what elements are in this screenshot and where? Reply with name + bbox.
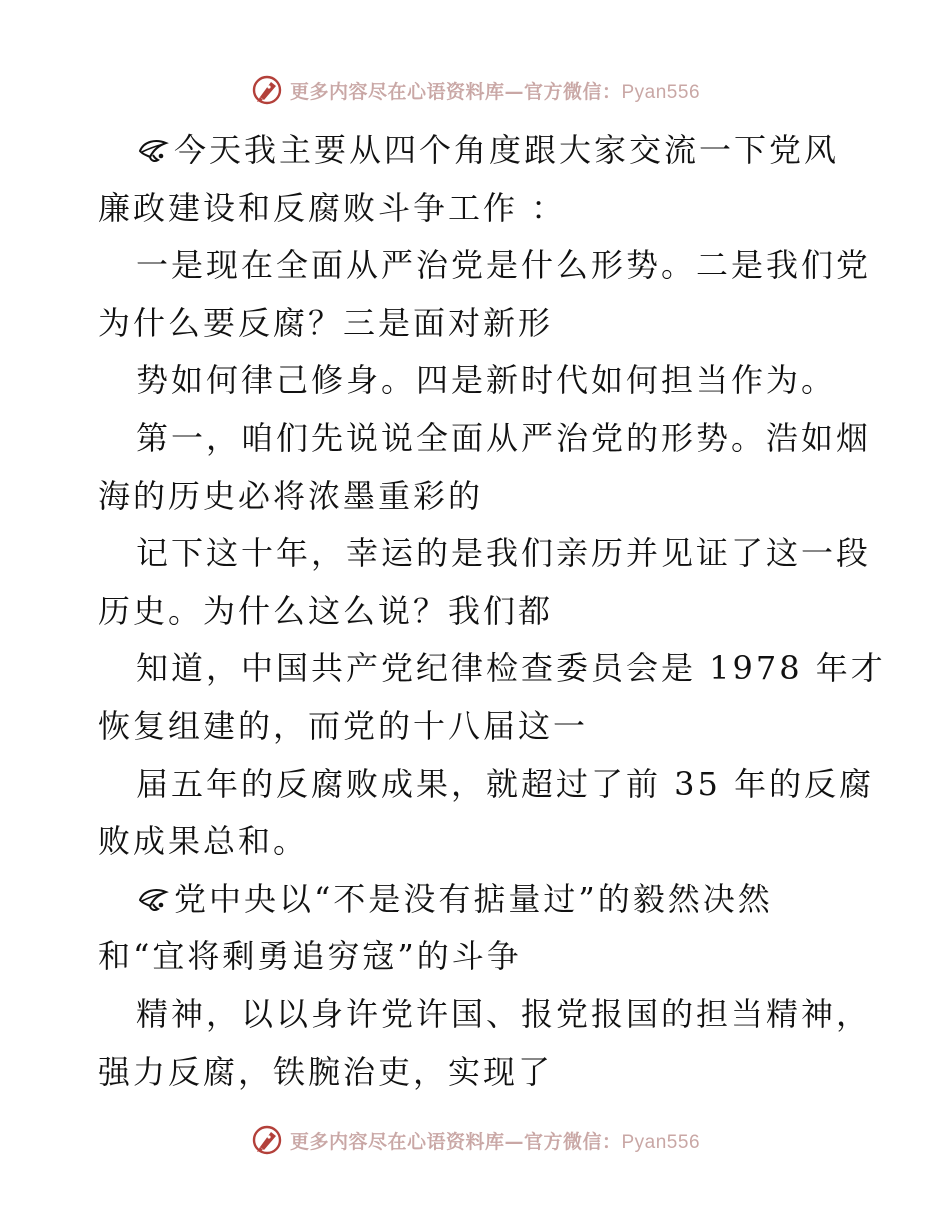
watermark-text <box>290 77 700 104</box>
text-line <box>98 295 858 353</box>
text-line-content: 恢复组建的，而党的十八届这一 <box>98 706 589 745</box>
leaf-bullet-icon <box>136 875 172 905</box>
footer-watermark <box>0 1120 950 1160</box>
watermark-account: Pyan556 <box>621 1131 701 1153</box>
text-line <box>98 352 858 410</box>
text-line-content: 强力反腐，铁腕治吏，实现了 <box>98 1052 554 1091</box>
document-body <box>98 122 886 1101</box>
text-line-content: 海的历史必将浓墨重彩的 <box>98 476 484 515</box>
text-line <box>98 525 872 583</box>
text-line <box>98 698 858 756</box>
text-line <box>98 871 858 929</box>
leaf-bullet-icon <box>136 126 172 156</box>
text-line <box>98 640 886 698</box>
pen-nib-logo-icon <box>250 73 284 107</box>
watermark-chinese: 更多内容尽在心语资料库 <box>289 80 505 103</box>
text-line-content: 党中央以“不是没有掂量过”的毅然决然 <box>174 879 773 918</box>
text-line <box>98 122 858 180</box>
text-line <box>98 410 872 468</box>
text-line <box>98 756 875 814</box>
watermark-official: 官方微信： <box>523 80 622 103</box>
text-line-content: 廉政建设和反腐败斗争工作 ： <box>98 188 567 227</box>
text-line-content: 败成果总和。 <box>98 822 309 861</box>
text-line-content: 精神，以以身许党许国、报党报国的担当精神， <box>136 994 872 1033</box>
text-line-content: 一是现在全面从严治党是什么形势。二是我们党 <box>136 246 872 285</box>
watermark-text <box>290 1127 700 1154</box>
pen-nib-logo-icon <box>250 1123 284 1157</box>
text-line <box>98 237 872 295</box>
text-line <box>98 813 858 871</box>
watermark-dash: — <box>504 1130 524 1153</box>
text-line <box>98 468 858 526</box>
watermark-dash: — <box>504 80 524 103</box>
text-line-content: 历史。为什么这么说？我们都 <box>98 591 554 630</box>
text-line-content: 届五年的反腐败成果，就超过了前 35 年的反腐 <box>136 764 875 803</box>
header-watermark <box>0 70 950 110</box>
text-line-content: 记下这十年，幸运的是我们亲历并见证了这一段 <box>136 534 872 573</box>
text-line-content: 第一，咱们先说说全面从严治党的形势。浩如烟 <box>136 418 872 457</box>
text-line <box>98 180 858 238</box>
text-line-content: 为什么要反腐？三是面对新形 <box>98 303 554 342</box>
watermark-chinese: 更多内容尽在心语资料库 <box>289 1130 505 1153</box>
watermark-official: 官方微信： <box>523 1130 622 1153</box>
text-line-content: 势如何律己修身。四是新时代如何担当作为。 <box>136 361 837 400</box>
text-line <box>98 928 858 986</box>
text-line-content: 今天我主要从四个角度跟大家交流一下党风 <box>174 131 840 169</box>
watermark-account: Pyan556 <box>621 81 701 103</box>
text-line-content: 和“宜将剩勇追穷寇”的斗争 <box>98 937 522 976</box>
text-line-content: 知道，中国共产党纪律检查委员会是 1978 年才 <box>136 649 886 688</box>
text-line <box>98 583 858 641</box>
text-line <box>98 986 872 1044</box>
text-line <box>98 1044 858 1102</box>
